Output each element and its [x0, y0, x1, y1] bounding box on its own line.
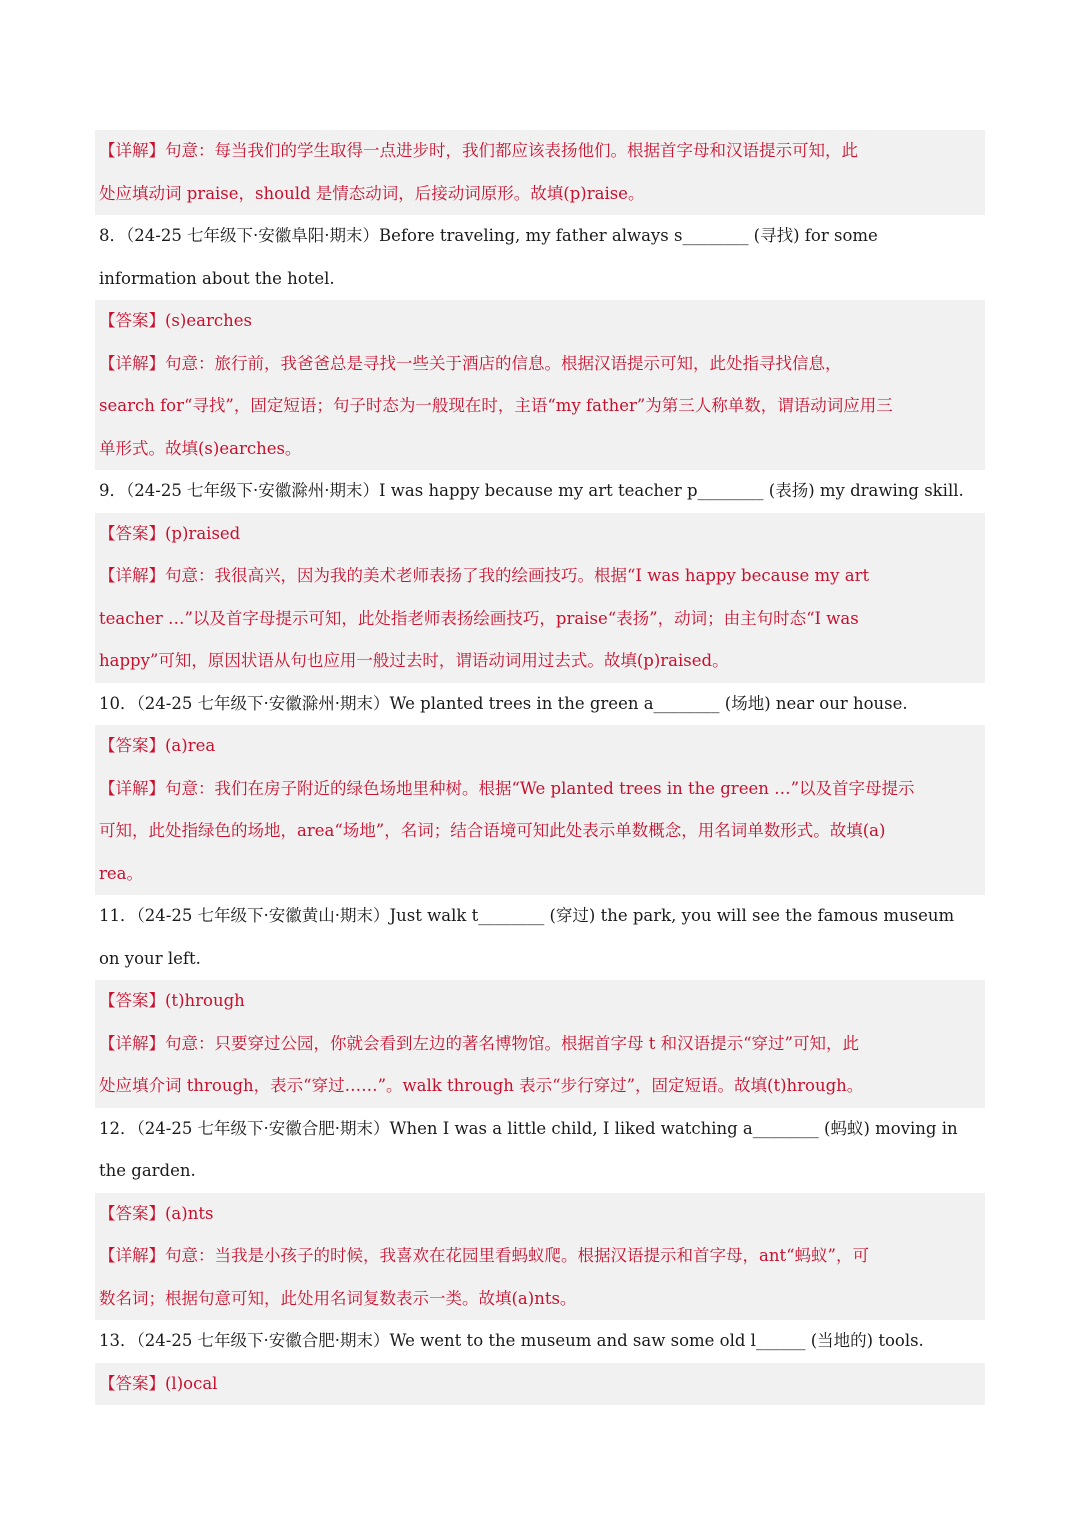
- explanation-line: 处应填介词 through，表示“穿过……”。walk through 表示“步行穿过”，固定短语。故填(t)hrough。: [99, 1076, 864, 1095]
- explanation-line: 可知，此处指绿色的场地，area“场地”，名词；结合语境可知此处表示单数概念，用名词单数形式。故填(a): [99, 821, 886, 840]
- question-block: [95, 895, 985, 980]
- answer-tag: 【答案】: [99, 1373, 165, 1393]
- answer-line: [99, 980, 981, 1023]
- answer-tag: 【答案】: [99, 736, 165, 755]
- explanation-block: [95, 343, 985, 471]
- explanation-block: [95, 130, 985, 215]
- answer-tag: 【答案】: [99, 991, 165, 1010]
- question-line: information about the hotel.: [99, 268, 335, 288]
- explanation-line: 【详解】句意：当我是小孩子的时候，我喜欢在花园里看蚂蚁爬。根据汉语提示和首字母，ant“蚂蚁”，可: [99, 1246, 869, 1265]
- explanation-block: [95, 555, 985, 683]
- explanation-line: 【详解】句意：我很高兴，因为我的美术老师表扬了我的绘画技巧。根据“I was happy because my art: [99, 566, 870, 585]
- question-line: 10．（24-25 七年级下·安徽滁州·期末）We planted trees in the green a________ (场地) near our house.: [99, 693, 908, 713]
- explanation-line: rea。: [99, 863, 143, 883]
- answer-text: (p)raised: [165, 523, 241, 543]
- answer-block: [95, 1363, 985, 1406]
- answer-text: (s)earches: [165, 311, 252, 330]
- answer-block: [95, 300, 985, 343]
- explanation-line: teacher …”以及首字母提示可知，此处指老师表扬绘画技巧，praise“表扬”，动词；由主句时态“I was: [99, 608, 859, 628]
- answer-block: [95, 513, 985, 556]
- explanation-line: happy”可知，原因状语从句也应用一般过去时，谓语动词用过去式。故填(p)raised。: [99, 651, 729, 670]
- explanation-line: 【详解】句意：我们在房子附近的绿色场地里种树。根据“We planted trees in the green …”以及首字母提示: [99, 778, 915, 798]
- answer-block: [95, 1193, 985, 1236]
- answer-block: [95, 980, 985, 1023]
- explanation-line: 数名词；根据句意可知，此处用名词复数表示一类。故填(a)nts。: [99, 1288, 577, 1308]
- answer-line: [99, 1193, 981, 1236]
- explanation-line: 【详解】句意：只要穿过公园，你就会看到左边的著名博物馆。根据首字母 t 和汉语提示“穿过”可知，此: [99, 1033, 859, 1053]
- explanation-line: search for“寻找”，固定短语；句子时态为一般现在时，主语“my father”为第三人称单数，谓语动词应用三: [99, 396, 893, 415]
- answer-text: (a)rea: [165, 736, 216, 755]
- question-block: [95, 215, 985, 300]
- question-line: 9．（24-25 七年级下·安徽滁州·期末）I was happy because my art teacher p________ (表扬) my drawing skill.: [99, 481, 964, 500]
- answer-tag: 【答案】: [99, 523, 165, 543]
- answer-tag: 【答案】: [99, 311, 165, 330]
- explanation-block: [95, 1023, 985, 1108]
- question-line: 8．（24-25 七年级下·安徽阜阳·期末）Before traveling, my father always s________ (寻找) for some: [99, 226, 878, 245]
- explanation-block: [95, 768, 985, 896]
- explanation-line: 单形式。故填(s)earches。: [99, 438, 302, 458]
- question-line: 11．（24-25 七年级下·安徽黄山·期末）Just walk t________ (穿过) the park, you will see the famous museum: [99, 906, 955, 925]
- question-line: 13．（24-25 七年级下·安徽合肥·期末）We went to the museum and saw some old l______ (当地的) tools.: [99, 1331, 924, 1350]
- question-block: [95, 683, 985, 726]
- question-block: [95, 470, 985, 513]
- question-block: [95, 1108, 985, 1193]
- answer-text: (t)hrough: [165, 991, 245, 1010]
- answer-block: [95, 725, 985, 768]
- answer-text: (a)nts: [165, 1203, 214, 1223]
- answer-text: (l)ocal: [165, 1373, 218, 1393]
- answer-tag: 【答案】: [99, 1203, 165, 1223]
- answer-line: [99, 300, 981, 343]
- answer-line: [99, 1363, 981, 1406]
- explanation-line: 处应填动词 praise，should 是情态动词，后接动词原形。故填(p)raise。: [99, 183, 645, 203]
- answer-line: [99, 725, 981, 768]
- explanation-block: [95, 1235, 985, 1320]
- explanation-line: 【详解】句意：每当我们的学生取得一点进步时，我们都应该表扬他们。根据首字母和汉语提示可知，此: [99, 141, 858, 160]
- question-line: the garden.: [99, 1161, 196, 1180]
- question-line: on your left.: [99, 948, 201, 968]
- answer-line: [99, 513, 981, 556]
- explanation-line: 【详解】句意：旅行前，我爸爸总是寻找一些关于酒店的信息。根据汉语提示可知，此处指寻找信息，: [99, 353, 842, 373]
- question-line: 12．（24-25 七年级下·安徽合肥·期末）When I was a little child, I liked watching a________ (蚂蚁) moving in: [99, 1118, 958, 1138]
- question-block: [95, 1320, 985, 1363]
